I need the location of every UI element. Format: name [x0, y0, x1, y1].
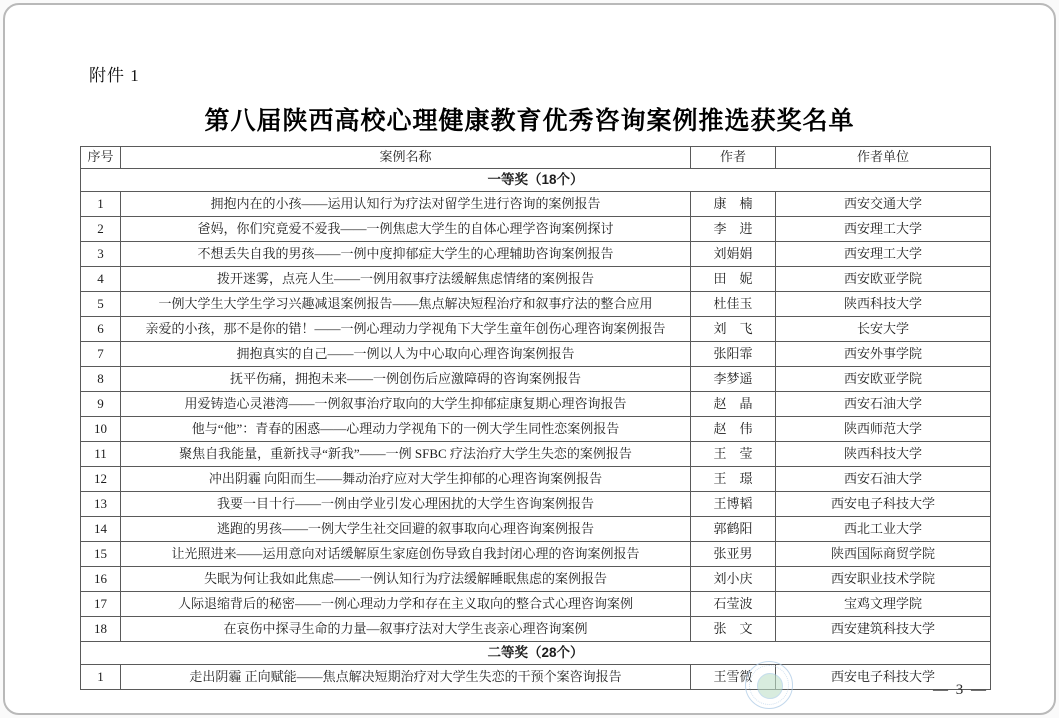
case-title: 让光照进来——运用意向对话缓解原生家庭创伤导致自我封闭心理的咨询案例报告: [121, 542, 691, 567]
row-number: 18: [81, 617, 121, 642]
case-title: 爸妈，你们究竟爱不爱我——一例焦虑大学生的自体心理学咨询案例探讨: [121, 217, 691, 242]
table-row: [81, 517, 991, 542]
table-row: [81, 542, 991, 567]
row-number: 1: [81, 665, 121, 690]
author-name: 赵 晶: [691, 392, 776, 417]
author-name: 杜佳玉: [691, 292, 776, 317]
case-title: 在哀伤中探寻生命的力量—叙事疗法对大学生丧亲心理咨询案例: [121, 617, 691, 642]
author-org: 西安电子科技大学: [776, 665, 991, 690]
row-number: 1: [81, 192, 121, 217]
case-title: 聚焦自我能量，重新找寻“新我”——一例 SFBC 疗法治疗大学生失恋的案例报告: [121, 442, 691, 467]
author-org: 西安理工大学: [776, 242, 991, 267]
author-name: 刘小庆: [691, 567, 776, 592]
table-row: [81, 417, 991, 442]
author-name: 康 楠: [691, 192, 776, 217]
author-name: 王 璟: [691, 467, 776, 492]
author-org: 陕西国际商贸学院: [776, 542, 991, 567]
case-title: 他与“他”：青春的困惑——心理动力学视角下的一例大学生同性恋案例报告: [121, 417, 691, 442]
author-name: 张亚男: [691, 542, 776, 567]
author-name: 张阳霏: [691, 342, 776, 367]
author-name: 王博韬: [691, 492, 776, 517]
author-org: 西安电子科技大学: [776, 492, 991, 517]
author-org: 西安石油大学: [776, 467, 991, 492]
section-label: 二等奖（28个）: [81, 642, 991, 665]
table-row: [81, 217, 991, 242]
author-org: 西安理工大学: [776, 217, 991, 242]
university-seal-watermark-icon: [745, 661, 793, 709]
author-name: 王雪微: [691, 665, 776, 690]
author-org: 西北工业大学: [776, 517, 991, 542]
page-title: 第八届陕西高校心理健康教育优秀咨询案例推选获奖名单: [204, 107, 855, 135]
case-title: 亲爱的小孩，那不是你的错！——一例心理动力学视角下大学生童年创伤心理咨询案例报告: [121, 317, 691, 342]
author-org: 西安欧亚学院: [776, 367, 991, 392]
author-name: 张 文: [691, 617, 776, 642]
column-header-2: 作者: [691, 147, 776, 169]
author-org: 西安外事学院: [776, 342, 991, 367]
author-org: 西安交通大学: [776, 192, 991, 217]
seal-inner-emblem: [757, 673, 783, 699]
author-name: 李 进: [691, 217, 776, 242]
table-row: [81, 492, 991, 517]
row-number: 13: [81, 492, 121, 517]
table-row: [81, 665, 991, 690]
row-number: 10: [81, 417, 121, 442]
table-row: [81, 442, 991, 467]
case-title: 人际退缩背后的秘密——一例心理动力学和存在主义取向的整合式心理咨询案例: [121, 592, 691, 617]
table-row: [81, 467, 991, 492]
row-number: 7: [81, 342, 121, 367]
row-number: 14: [81, 517, 121, 542]
table-row: [81, 392, 991, 417]
case-title: 逃跑的男孩——一例大学生社交回避的叙事取向心理咨询案例报告: [121, 517, 691, 542]
author-name: 王 莹: [691, 442, 776, 467]
row-number: 9: [81, 392, 121, 417]
author-org: 西安职业技术学院: [776, 567, 991, 592]
row-number: 17: [81, 592, 121, 617]
table-row: [81, 267, 991, 292]
case-title: 不想丢失自我的男孩——一例中度抑郁症大学生的心理辅助咨询案例报告: [121, 242, 691, 267]
author-org: 长安大学: [776, 317, 991, 342]
document-page: [3, 3, 1056, 715]
column-header-3: 作者单位: [776, 147, 991, 169]
table-row: [81, 567, 991, 592]
row-number: 6: [81, 317, 121, 342]
column-header-0: 序号: [81, 147, 121, 169]
author-name: 刘娟娟: [691, 242, 776, 267]
row-number: 5: [81, 292, 121, 317]
row-number: 11: [81, 442, 121, 467]
case-title: 冲出阴霾 向阳而生——舞动治疗应对大学生抑郁的心理咨询案例报告: [121, 467, 691, 492]
case-title: 用爱铸造心灵港湾——一例叙事治疗取向的大学生抑郁症康复期心理咨询报告: [121, 392, 691, 417]
author-name: 田 妮: [691, 267, 776, 292]
author-name: 李梦遥: [691, 367, 776, 392]
case-title: 走出阴霾 正向赋能——焦点解决短期治疗对大学生失恋的干预个案咨询报告: [121, 665, 691, 690]
table-row: [81, 592, 991, 617]
case-title: 失眠为何让我如此焦虑——一例认知行为疗法缓解睡眠焦虑的案例报告: [121, 567, 691, 592]
awards-table-body: [81, 169, 991, 690]
page-number: — 3 —: [933, 682, 988, 698]
attachment-label: 附件 1: [89, 66, 140, 85]
case-title: 我要一目十行——一例由学业引发心理困扰的大学生咨询案例报告: [121, 492, 691, 517]
section-header-row-0: [81, 169, 991, 192]
table-row: [81, 192, 991, 217]
author-org: 陕西科技大学: [776, 442, 991, 467]
case-title: 拨开迷雾，点亮人生——一例用叙事疗法缓解焦虑情绪的案例报告: [121, 267, 691, 292]
case-title: 一例大学生大学生学习兴趣减退案例报告——焦点解决短程治疗和叙事疗法的整合应用: [121, 292, 691, 317]
author-name: 赵 伟: [691, 417, 776, 442]
author-name: 石莹波: [691, 592, 776, 617]
awards-table: [80, 146, 991, 690]
case-title: 拥抱内在的小孩——运用认知行为疗法对留学生进行咨询的案例报告: [121, 192, 691, 217]
row-number: 16: [81, 567, 121, 592]
case-title: 抚平伤痛，拥抱未来——一例创伤后应激障碍的咨询案例报告: [121, 367, 691, 392]
table-row: [81, 617, 991, 642]
section-label: 一等奖（18个）: [81, 169, 991, 192]
author-org: 西安欧亚学院: [776, 267, 991, 292]
row-number: 3: [81, 242, 121, 267]
case-title: 拥抱真实的自己——一例以人为中心取向心理咨询案例报告: [121, 342, 691, 367]
column-header-1: 案例名称: [121, 147, 691, 169]
table-row: [81, 342, 991, 367]
row-number: 2: [81, 217, 121, 242]
table-row: [81, 317, 991, 342]
row-number: 12: [81, 467, 121, 492]
row-number: 15: [81, 542, 121, 567]
author-org: 陕西科技大学: [776, 292, 991, 317]
row-number: 4: [81, 267, 121, 292]
row-number: 8: [81, 367, 121, 392]
section-header-row-1: [81, 642, 991, 665]
table-row: [81, 367, 991, 392]
author-name: 刘 飞: [691, 317, 776, 342]
awards-table-header-row: [81, 147, 991, 169]
author-org: 陕西师范大学: [776, 417, 991, 442]
author-org: 西安建筑科技大学: [776, 617, 991, 642]
author-org: 宝鸡文理学院: [776, 592, 991, 617]
author-org: 西安石油大学: [776, 392, 991, 417]
table-row: [81, 242, 991, 267]
author-name: 郭鹤阳: [691, 517, 776, 542]
table-row: [81, 292, 991, 317]
